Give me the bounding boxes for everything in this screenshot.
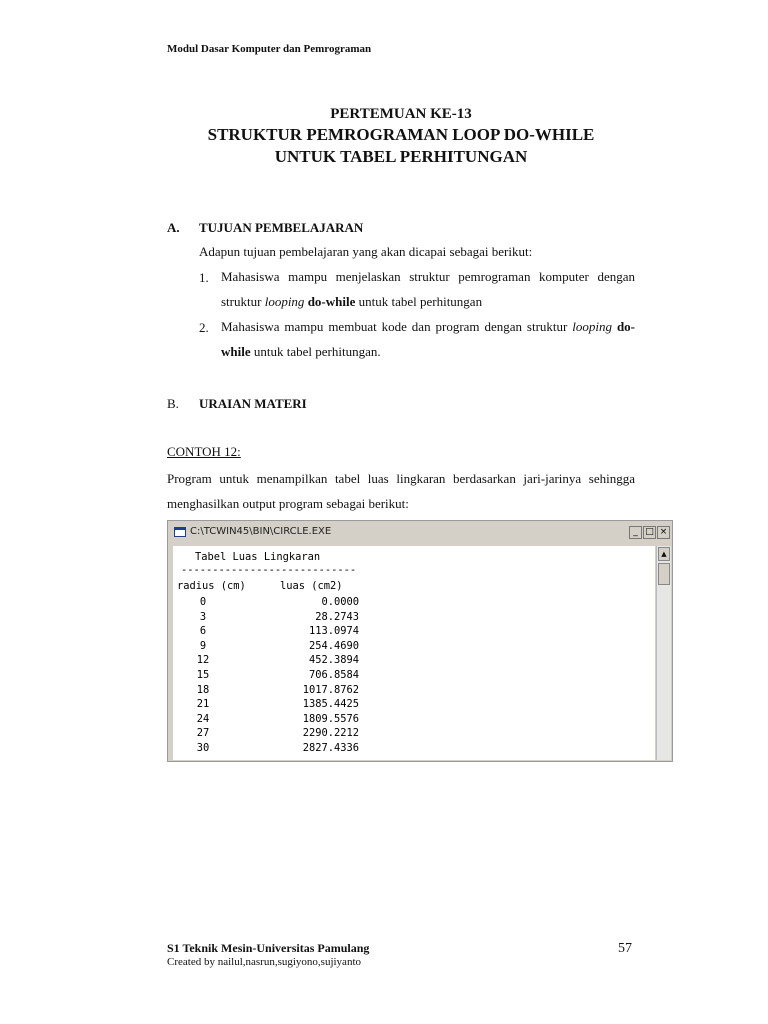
console-window xyxy=(167,520,673,762)
scroll-up-arrow-icon[interactable]: ▲ xyxy=(658,547,670,561)
console-separator: ---------------------------- xyxy=(181,564,357,576)
objective-2-number: 2. xyxy=(199,320,209,335)
console-luas-cell: 1809.5576 xyxy=(302,712,359,725)
console-radius-cell: 12 xyxy=(196,654,210,667)
objective-2-bold: do-while xyxy=(221,319,635,359)
console-radius-cell: 15 xyxy=(196,669,210,681)
console-luas-cell: 254.4690 xyxy=(308,639,359,652)
console-luas-cell: 1017.8762 xyxy=(302,683,359,696)
console-radius-cell: 30 xyxy=(196,742,210,754)
minimize-button[interactable]: _ xyxy=(629,526,642,539)
console-luas-cell: 28.2743 xyxy=(315,610,359,623)
console-luas-cell: 452.3894 xyxy=(308,654,359,667)
objective-2-text: Mahasiswa mampu membuat kode dan program dengan struktur looping do-while untuk tabel perhitungan. xyxy=(221,319,635,359)
footer-institution: S1 Teknik Mesin-Universitas Pamulang xyxy=(167,941,370,955)
console-radius-cell: 6 xyxy=(199,625,207,638)
console-luas-cell: 706.8584 xyxy=(308,669,359,681)
console-radius-cell: 18 xyxy=(196,683,210,696)
running-header: Modul Dasar Komputer dan Pemrograman xyxy=(167,43,372,55)
console-radius-cell: 9 xyxy=(199,639,207,652)
maximize-button[interactable]: □ xyxy=(643,526,656,539)
chapter-title-block xyxy=(167,104,635,168)
footer-credits: Created by nailul,nasrun,sugiyono,sujiyanto xyxy=(167,956,361,968)
console-header-radius: radius (cm) xyxy=(177,580,246,592)
objective-1-number: 1. xyxy=(199,270,209,285)
objective-2-italic: looping xyxy=(572,319,613,334)
console-output xyxy=(173,546,655,760)
section-a-title: TUJUAN PEMBELAJARAN xyxy=(199,220,364,235)
console-header-luas: luas (cm2) xyxy=(280,580,343,592)
section-b-title: URAIAN MATERI xyxy=(199,396,307,411)
section-a-intro: Adapun tujuan pembelajaran yang akan dicapai sebagai berikut: xyxy=(199,244,533,259)
console-radius-cell: 27 xyxy=(196,727,210,740)
section-a-heading xyxy=(167,220,363,236)
console-radius-cell: 24 xyxy=(196,712,210,725)
close-button[interactable]: × xyxy=(657,526,670,539)
console-luas-cell: 113.0974 xyxy=(308,625,359,638)
console-radius-cell: 0 xyxy=(199,596,207,608)
window-title: C:\TCWIN45\BIN\CIRCLE.EXE xyxy=(190,526,332,537)
console-luas-cell: 2827.4336 xyxy=(302,742,359,754)
example-description: Program untuk menampilkan tabel luas lingkaran berdasarkan jari-jarinya sehingga menghasilkan output program sebagai berikut: xyxy=(167,471,635,511)
chapter-title-line-2: UNTUK TABEL PERHITUNGAN xyxy=(274,147,528,166)
meeting-title: PERTEMUAN KE-13 xyxy=(330,106,472,122)
console-table-title: Tabel Luas Lingkaran xyxy=(195,551,321,563)
example-label: CONTOH 12: xyxy=(167,444,241,459)
section-b-letter: B. xyxy=(167,396,179,411)
console-luas-cell: 1385.4425 xyxy=(302,698,359,711)
window-titlebar[interactable] xyxy=(168,521,672,545)
vertical-scrollbar[interactable] xyxy=(656,546,671,760)
console-radius-cell: 3 xyxy=(199,610,207,623)
console-luas-cell: 2290.2212 xyxy=(302,727,359,740)
page-number: 57 xyxy=(618,941,632,956)
scroll-thumb[interactable] xyxy=(658,563,670,585)
window-icon xyxy=(174,527,186,537)
objective-1-text: Mahasiswa mampu menjelaskan struktur pemrograman komputer dengan struktur looping do-while untuk tabel perhitungan xyxy=(221,269,635,309)
console-luas-cell: 0.0000 xyxy=(321,596,359,608)
section-b-heading xyxy=(167,396,307,412)
section-a-letter: A. xyxy=(167,220,180,235)
objective-1-italic: looping xyxy=(264,294,305,309)
objective-1-bold: do-while xyxy=(307,294,356,309)
console-radius-cell: 21 xyxy=(196,698,210,711)
chapter-title-line-1: STRUKTUR PEMROGRAMAN LOOP DO-WHILE xyxy=(207,125,595,144)
